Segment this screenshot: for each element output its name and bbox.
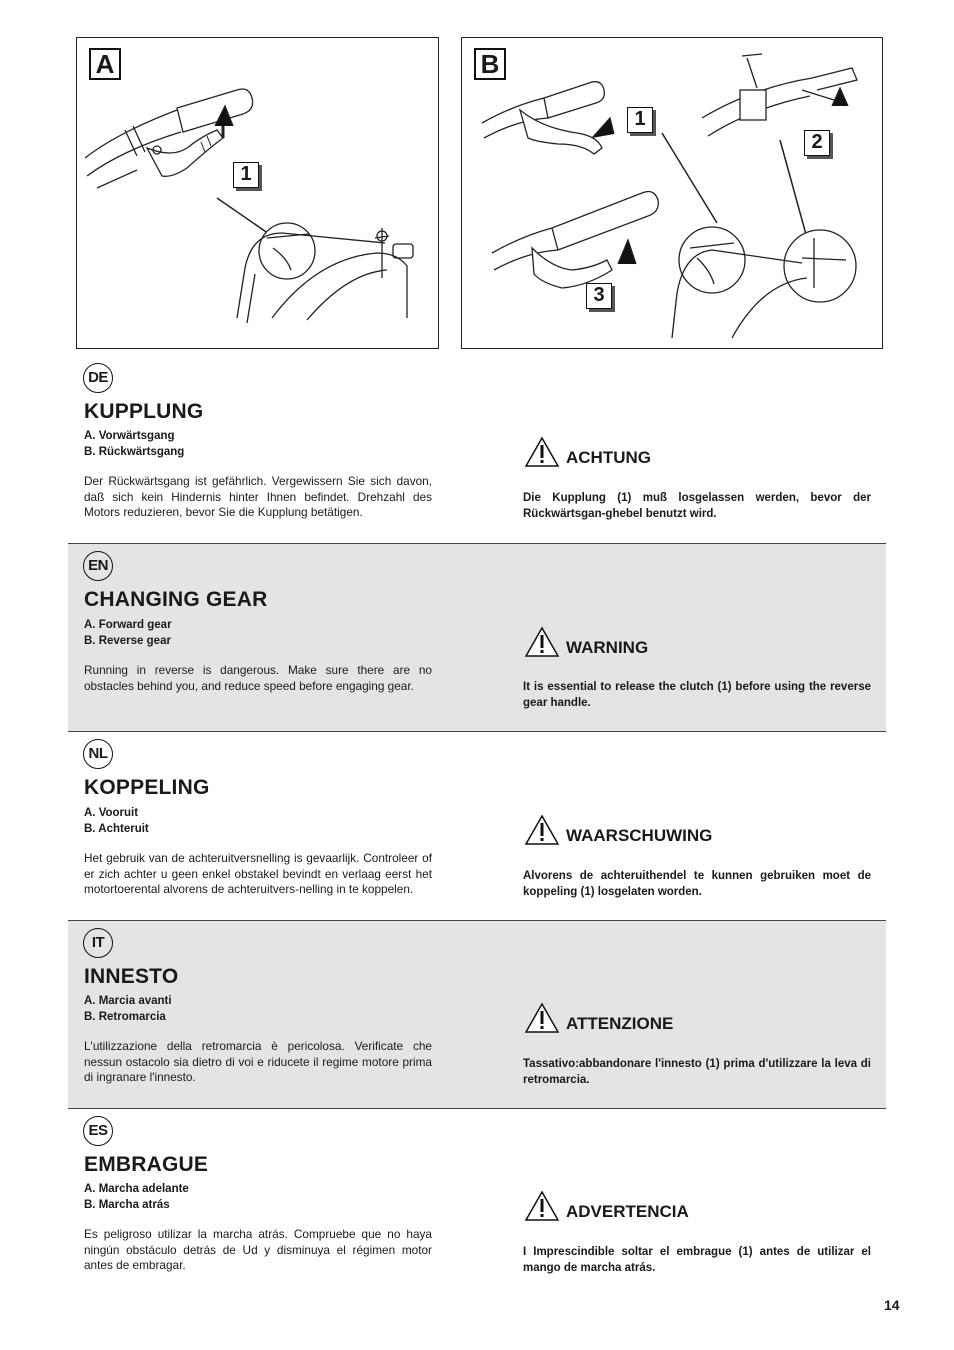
callout-clutch-1: 1 bbox=[233, 162, 259, 188]
gear-list-it bbox=[84, 993, 172, 1025]
gear-item-reverse: B. Rückwärtsgang bbox=[84, 446, 185, 458]
warning-label-it: ATTENZIONE bbox=[566, 1014, 674, 1033]
gear-list-es bbox=[84, 1181, 189, 1213]
body-text-en: Running in reverse is dangerous. Make sure there are no obstacles behind you, and reduce speed before engaging gear. bbox=[84, 663, 432, 693]
warning-text-en: It is essential to release the clutch (1) before using the reverse gear handle. bbox=[523, 681, 871, 709]
gear-item-reverse: B. Reverse gear bbox=[84, 635, 171, 647]
language-badge-es: ES bbox=[83, 1116, 113, 1146]
section-title-it: INNESTO bbox=[84, 965, 179, 988]
warning-triangle-icon bbox=[524, 1190, 560, 1222]
gear-item-forward: A. Marcha adelante bbox=[84, 1183, 189, 1195]
warning-text-de: Die Kupplung (1) muß losgelassen werden, bevor der Rückwärtsgan-ghebel benutzt wird. bbox=[523, 492, 871, 520]
language-badge-en: EN bbox=[83, 551, 113, 581]
section-en bbox=[68, 543, 886, 731]
callout-clutch-1: 1 bbox=[627, 107, 653, 133]
body-text-es: Es peligroso utilizar la marcha atrás. Compruebe que no haya ningún obstáculo detrás de Ud y disminuya el régimen motor antes de embragar. bbox=[84, 1227, 432, 1273]
gear-item-reverse: B. Marcha atrás bbox=[84, 1199, 170, 1211]
warning-label-es: ADVERTENCIA bbox=[566, 1202, 689, 1221]
body-text-de: Der Rückwärtsgang ist gefährlich. Vergewissern Sie sich davon, daß sich kein Hindernis hinter Ihnen befindet. Drehzahl des Motors reduzieren, bevor Sie die Kupplung betätigen. bbox=[84, 474, 432, 520]
language-badge-nl: NL bbox=[83, 739, 113, 769]
section-it bbox=[68, 920, 886, 1108]
warning-triangle-icon bbox=[524, 814, 560, 846]
warning-text-it: Tassativo:abbandonare l'innesto (1) prima d'utilizzare la leva di retromarcia. bbox=[523, 1058, 871, 1086]
gear-item-reverse: B. Retromarcia bbox=[84, 1011, 166, 1023]
warning-text-nl: Alvorens de achteruithendel te kunnen gebruiken moet de koppeling (1) losgelaten worden. bbox=[523, 870, 871, 898]
gear-list-de bbox=[84, 428, 184, 460]
handlebar-illustration-a bbox=[77, 38, 437, 347]
warning-heading-es bbox=[524, 1190, 689, 1222]
figure-a bbox=[76, 37, 439, 349]
section-title-es: EMBRAGUE bbox=[84, 1153, 209, 1176]
language-badge-it: IT bbox=[83, 928, 113, 958]
body-text-it: L'utilizzazione della retromarcia è pericolosa. Verificate che nessun ostacolo sia dietro di voi e riducete il regime motore prima di ingranare l'innesto. bbox=[84, 1039, 432, 1085]
warning-heading-nl bbox=[524, 814, 712, 846]
section-title-en: CHANGING GEAR bbox=[84, 588, 268, 611]
page-number: 14 bbox=[884, 1297, 900, 1313]
gear-item-reverse: B. Achteruit bbox=[84, 823, 149, 835]
section-nl bbox=[68, 731, 886, 920]
warning-heading-de bbox=[524, 436, 651, 468]
gear-item-forward: A. Vooruit bbox=[84, 807, 139, 819]
warning-triangle-icon bbox=[524, 436, 560, 468]
body-text-nl: Het gebruik van de achteruitversnelling is gevaarlijk. Controleer of er zich achter u geen enkel obstakel bevindt en verlaag eerst het motortoerental alvorens de achteruitvers-nelling in te koppelen. bbox=[84, 851, 432, 897]
warning-heading-en bbox=[524, 626, 648, 658]
section-title-de: KUPPLUNG bbox=[84, 400, 204, 423]
gear-item-forward: A. Forward gear bbox=[84, 619, 172, 631]
callout-reverse-2: 2 bbox=[804, 130, 830, 156]
warning-label-de: ACHTUNG bbox=[566, 448, 651, 467]
gear-list-nl bbox=[84, 805, 149, 837]
warning-text-es: I Imprescindible soltar el embrague (1) antes de utilizar el mango de marcha atrás. bbox=[523, 1246, 871, 1274]
warning-label-en: WARNING bbox=[566, 638, 649, 657]
warning-label-nl: WAARSCHUWING bbox=[566, 826, 713, 845]
gear-item-forward: A. Vorwärtsgang bbox=[84, 430, 175, 442]
language-badge-de: DE bbox=[83, 363, 113, 393]
callout-forward-3: 3 bbox=[586, 283, 612, 309]
warning-heading-it bbox=[524, 1002, 673, 1034]
figure-b bbox=[461, 37, 883, 349]
gear-list-en bbox=[84, 617, 172, 649]
handlebar-illustration-b bbox=[462, 38, 881, 347]
figure-label-a: A bbox=[89, 48, 121, 80]
section-es bbox=[68, 1108, 886, 1288]
figure-label-b: B bbox=[474, 48, 506, 80]
section-de bbox=[68, 356, 886, 544]
warning-triangle-icon bbox=[524, 1002, 560, 1034]
warning-triangle-icon bbox=[524, 626, 560, 658]
gear-item-forward: A. Marcia avanti bbox=[84, 995, 172, 1007]
section-title-nl: KOPPELING bbox=[84, 776, 210, 799]
